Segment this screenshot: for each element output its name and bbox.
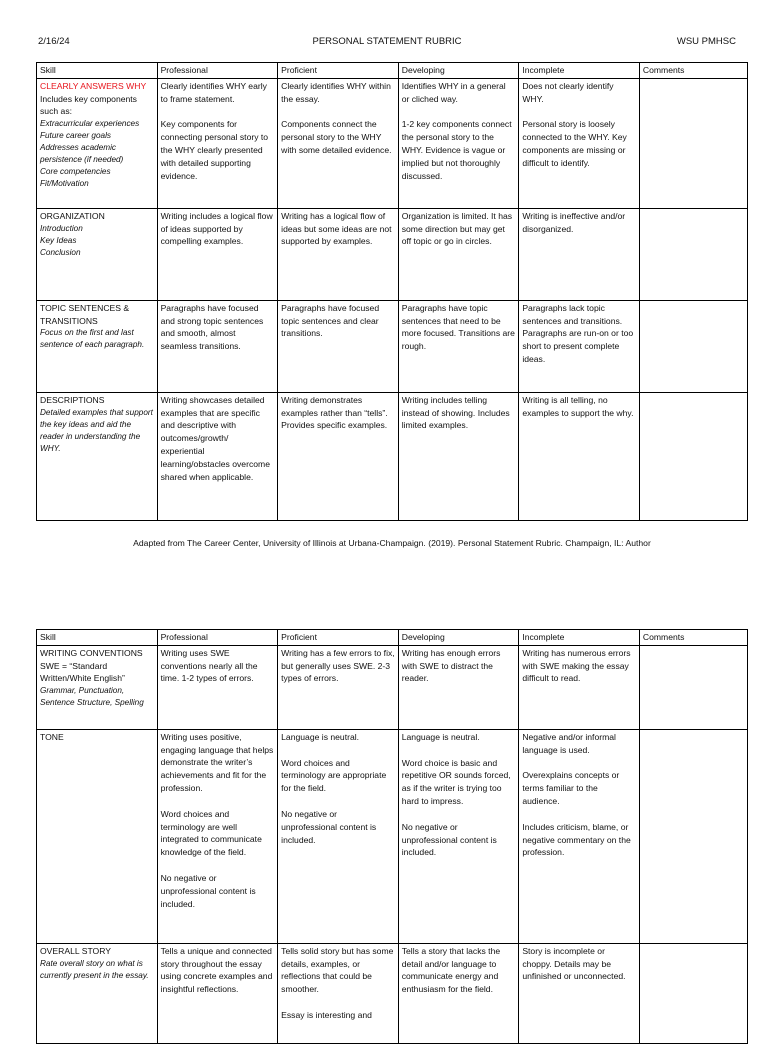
- descriptor-text: Writing includes telling instead of showing. Includes limited examples.: [401, 394, 510, 431]
- level-cell-proficient: [278, 645, 399, 729]
- descriptor-text: Writing has a logical flow of ideas but some ideas are not supported by examples.: [281, 210, 392, 247]
- skill-name: ORGANIZATION: [40, 210, 105, 221]
- paragraph-gap: [281, 795, 395, 808]
- descriptor-text: No negative or unprofessional content is included.: [281, 808, 377, 845]
- level-cell-developing: [398, 208, 519, 300]
- skill-italic-note: Extracurricular experiences Future career goals Addresses academic persistence (if needed) Core competencies Fit/Motivation: [40, 119, 140, 189]
- paragraph-gap: [281, 105, 395, 118]
- skill-name: CLEARLY ANSWERS WHY: [40, 80, 147, 91]
- level-cell-incomplete: [519, 943, 640, 1043]
- descriptor-text: Clearly identifies WHY within the essay.: [281, 80, 391, 104]
- skill-italic-note: Introduction Key Ideas Conclusion: [40, 223, 83, 257]
- table-row: [37, 208, 748, 300]
- page-header: [38, 36, 736, 50]
- paragraph-gap: [402, 808, 516, 821]
- column-header: Incomplete: [519, 63, 640, 79]
- skill-italic-note: Rate overall story on what is currently present in the essay.: [40, 958, 149, 980]
- paragraph-gap: [281, 996, 395, 1009]
- descriptor-text: Identifies WHY in a general or cliched way.: [401, 80, 506, 104]
- column-header: Proficient: [278, 630, 399, 646]
- level-cell-professional: [157, 729, 278, 943]
- level-cell-professional: [157, 645, 278, 729]
- column-header: Professional: [157, 63, 278, 79]
- comments-cell: [639, 300, 747, 392]
- skill-cell: [37, 645, 158, 729]
- descriptor-text: Paragraphs lack topic sentences and transitions. Paragraphs are run-on or too short to present complete ideas.: [522, 302, 634, 364]
- skill-name: WRITING CONVENTIONS: [40, 647, 143, 658]
- level-cell-developing: [398, 645, 519, 729]
- level-cell-incomplete: [519, 208, 640, 300]
- column-header: Proficient: [278, 63, 399, 79]
- level-cell-developing: [398, 392, 519, 520]
- rubric-table-1-body: [37, 63, 748, 521]
- skill-italic-note: Grammar, Punctuation, Sentence Structure, Spelling: [40, 686, 144, 708]
- header-date: 2/16/24: [38, 36, 70, 47]
- rubric-table-2-body: [37, 630, 748, 1044]
- comments-cell: [639, 645, 747, 729]
- table-header-row: [37, 63, 748, 79]
- comments-cell: [639, 392, 747, 520]
- level-cell-incomplete: [519, 645, 640, 729]
- level-cell-proficient: [278, 392, 399, 520]
- descriptor-text: Clearly identifies WHY early to frame statement.: [160, 80, 267, 104]
- level-cell-developing: [398, 729, 519, 943]
- descriptor-text: Essay is interesting and: [281, 1009, 372, 1020]
- rubric-table-2: [36, 629, 748, 1044]
- level-cell-professional: [157, 392, 278, 520]
- level-cell-professional: [157, 78, 278, 208]
- descriptor-text: Writing uses SWE conventions nearly all the time. 1-2 types of errors.: [160, 647, 258, 684]
- column-header: Professional: [157, 630, 278, 646]
- descriptor-text: Writing showcases detailed examples that are specific and descriptive with outcomes/growth/ experiential learning/obstacles overcome shared when applicable.: [160, 394, 270, 482]
- descriptor-text: Language is neutral.: [281, 731, 360, 742]
- paragraph-gap: [522, 756, 636, 769]
- descriptor-text: Negative and/or informal language is used.: [522, 731, 616, 755]
- descriptor-text: Key components for connecting personal story to the WHY clearly presented with detailed supporting evidence.: [160, 119, 269, 181]
- column-header: Developing: [398, 630, 519, 646]
- level-cell-developing: [398, 943, 519, 1043]
- paragraph-gap: [402, 744, 516, 757]
- column-header: Skill: [37, 630, 158, 646]
- level-cell-proficient: [278, 208, 399, 300]
- descriptor-text: No negative or unprofessional content is included.: [160, 872, 256, 909]
- level-cell-proficient: [278, 300, 399, 392]
- descriptor-text: Tells a story that lacks the detail and/or language to communicate energy and enthusiasm for the field.: [401, 945, 501, 995]
- level-cell-professional: [157, 300, 278, 392]
- header-title: PERSONAL STATEMENT RUBRIC: [312, 36, 462, 47]
- descriptor-text: Word choices and terminology are appropriate for the field.: [281, 757, 387, 794]
- level-cell-incomplete: [519, 729, 640, 943]
- descriptor-text: 1-2 key components connect the personal story to the WHY. Evidence is vague or implied but not thoroughly discussed.: [401, 119, 512, 181]
- paragraph-gap: [522, 105, 636, 118]
- descriptor-text: Language is neutral.: [401, 731, 480, 742]
- descriptor-text: No negative or unprofessional content is included.: [401, 821, 497, 858]
- descriptor-text: Writing uses positive, engaging language that helps demonstrate the writer’s achievements and fit for the profession.: [160, 731, 274, 793]
- column-header: Comments: [639, 63, 747, 79]
- table-row: [37, 729, 748, 943]
- comments-cell: [639, 78, 747, 208]
- descriptor-text: Writing is ineffective and/or disorganized.: [522, 210, 626, 234]
- skill-italic-note: Detailed examples that support the key ideas and aid the reader in understanding the WHY.: [40, 407, 153, 453]
- level-cell-incomplete: [519, 78, 640, 208]
- table-row: [37, 392, 748, 520]
- level-cell-incomplete: [519, 300, 640, 392]
- skill-name: DESCRIPTIONS: [40, 394, 105, 405]
- paragraph-gap: [161, 105, 275, 118]
- paragraph-gap: [402, 105, 516, 118]
- paragraph-gap: [281, 744, 395, 757]
- table-row: [37, 300, 748, 392]
- skill-cell: [37, 943, 158, 1043]
- comments-cell: [639, 208, 747, 300]
- skill-cell: [37, 729, 158, 943]
- descriptor-text: Paragraphs have focused and strong topic sentences and smooth, almost seamless transitions.: [160, 302, 264, 352]
- descriptor-text: Paragraphs have topic sentences that need to be more focused. Transitions are rough.: [401, 302, 515, 352]
- descriptor-text: Writing includes a logical flow of ideas supported by compelling examples.: [160, 210, 273, 247]
- rubric-table-1: [36, 62, 748, 521]
- descriptor-text: Word choice is basic and repetitive OR sounds forced, as if the writer is trying too hard to impress.: [401, 757, 511, 806]
- level-cell-incomplete: [519, 392, 640, 520]
- descriptor-text: Tells a unique and connected story throughout the essay using concrete examples and insightful reflections.: [160, 945, 273, 995]
- level-cell-professional: [157, 943, 278, 1043]
- skill-cell: [37, 208, 158, 300]
- paragraph-gap: [522, 808, 636, 821]
- descriptor-text: Paragraphs have focused topic sentences and clear transitions.: [281, 302, 380, 339]
- descriptor-text: Components connect the personal story to the WHY with some detailed evidence.: [281, 119, 392, 155]
- descriptor-text: Writing has numerous errors with SWE making the essay difficult to read.: [522, 647, 631, 684]
- column-header: Comments: [639, 630, 747, 646]
- column-header: Developing: [398, 63, 519, 79]
- level-cell-developing: [398, 300, 519, 392]
- skill-cell: [37, 392, 158, 520]
- level-cell-proficient: [278, 943, 399, 1043]
- skill-note: Includes key components such as:: [40, 93, 137, 117]
- skill-italic-note: Focus on the first and last sentence of each paragraph.: [40, 328, 145, 350]
- descriptor-text: Includes criticism, blame, or negative commentary on the profession.: [522, 821, 631, 858]
- descriptor-text: Writing demonstrates examples rather than “tells”. Provides specific examples.: [281, 394, 388, 431]
- skill-name: TONE: [40, 731, 64, 742]
- header-org: WSU PMHSC: [676, 36, 736, 47]
- table-row: [37, 645, 748, 729]
- paragraph-gap: [161, 795, 275, 808]
- level-cell-developing: [398, 78, 519, 208]
- comments-cell: [639, 943, 747, 1043]
- descriptor-text: Tells solid story but has some details, examples, or reflections that could be smoother.: [281, 945, 394, 995]
- column-header: Skill: [37, 63, 158, 79]
- descriptor-text: Writing has a few errors to fix, but generally uses SWE. 2-3 types of errors.: [281, 647, 395, 684]
- citation: Adapted from The Career Center, University of Illinois at Urbana-Champaign. (2019). Personal Statement Rubric. Champaign, IL: Author: [133, 538, 651, 548]
- descriptor-text: Writing is all telling, no examples to support the why.: [522, 394, 634, 418]
- table-header-row: [37, 630, 748, 646]
- descriptor-text: Writing has enough errors with SWE to distract the reader.: [401, 647, 501, 684]
- level-cell-proficient: [278, 729, 399, 943]
- descriptor-text: Story is incomplete or choppy. Details may be unfinished or unconnected.: [522, 945, 626, 982]
- skill-cell: [37, 78, 158, 208]
- level-cell-proficient: [278, 78, 399, 208]
- table-row: [37, 78, 748, 208]
- column-header: Incomplete: [519, 630, 640, 646]
- skill-name: OVERALL STORY: [40, 945, 112, 956]
- skill-note: SWE = “Standard Written/White English”: [40, 660, 125, 684]
- descriptor-text: Word choices and terminology are well integrated to communicate knowledge of the field.: [160, 808, 262, 858]
- descriptor-text: Personal story is loosely connected to the WHY. Key components are missing or difficult to identify.: [522, 119, 627, 168]
- descriptor-text: Organization is limited. It has some direction but may get off topic or go in circles.: [401, 210, 513, 247]
- comments-cell: [639, 729, 747, 943]
- paragraph-gap: [161, 859, 275, 872]
- skill-cell: [37, 300, 158, 392]
- descriptor-text: Does not clearly identify WHY.: [522, 80, 614, 104]
- skill-name: TOPIC SENTENCES & TRANSITIONS: [40, 302, 130, 326]
- table-row: [37, 943, 748, 1043]
- descriptor-text: Overexplains concepts or terms familiar to the audience.: [522, 770, 620, 806]
- level-cell-professional: [157, 208, 278, 300]
